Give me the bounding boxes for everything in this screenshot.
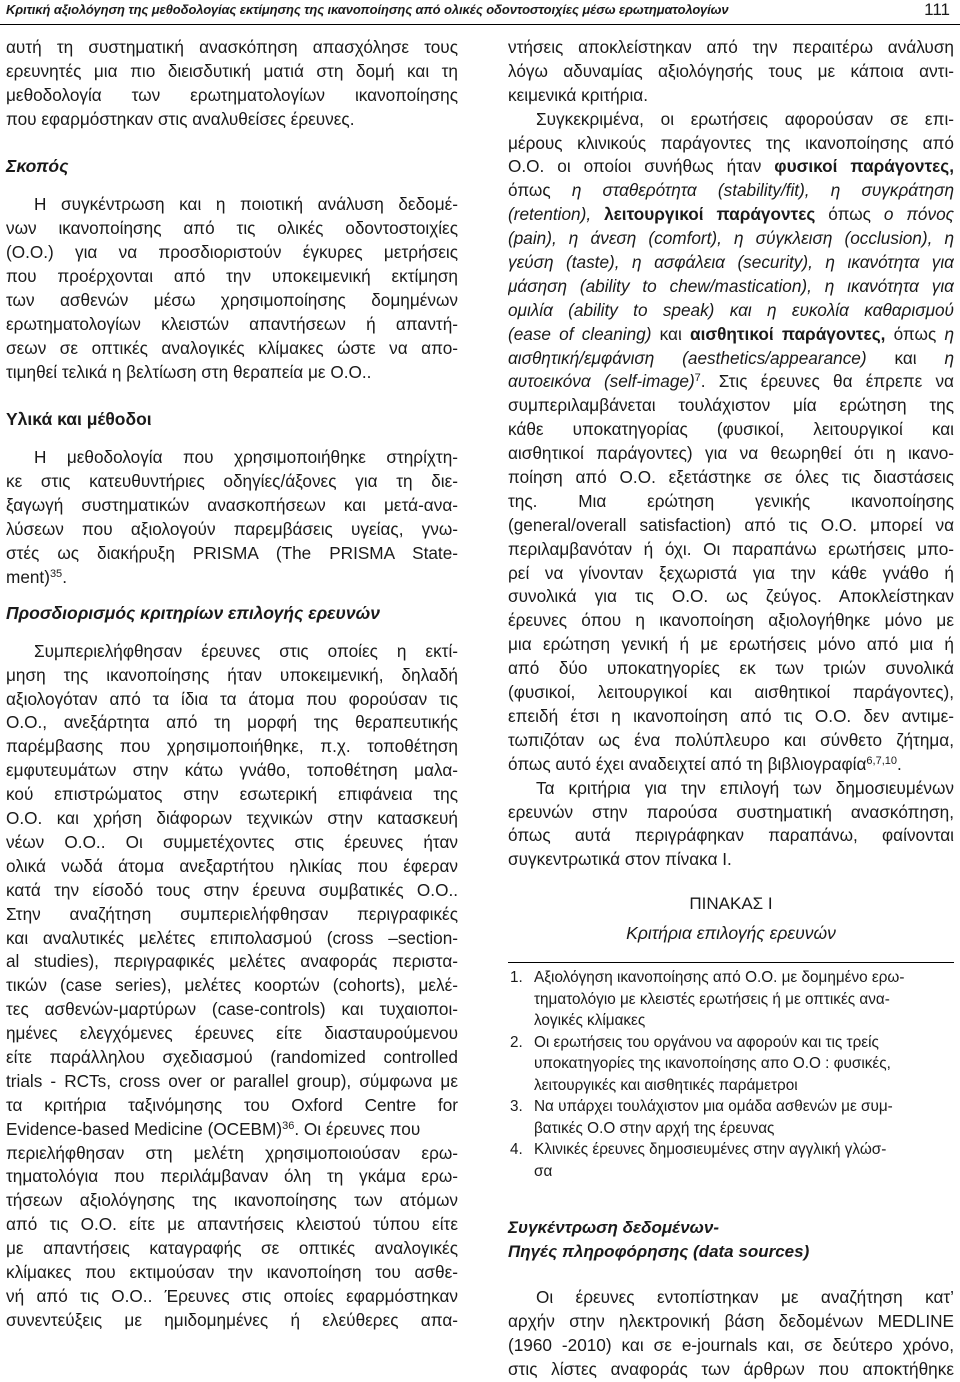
aim-paragraph xyxy=(6,193,458,384)
text-line: όπως αυτό έχει αναδειχτεί από τη βιβλιογραφία$^{6,7,10}$. xyxy=(508,753,902,774)
text-line: Ο.Ο., ανεξάρτητα από τη μορφή της θεραπευτικής xyxy=(6,712,458,733)
table-item: 4. Κλινικές έρευνες δημοσιευμένες στην αγγλική γλώσ- σα xyxy=(510,1141,887,1180)
text-line: κε στις κατευθυντήριες οδηγίες/άξονες για τη διε- xyxy=(6,471,458,492)
text-line: που εφαρμόστηκαν στις αναλυθείσες έρευνες. xyxy=(6,108,355,129)
citation-sup: 35 xyxy=(49,567,63,580)
page-number: 111 xyxy=(924,0,950,19)
methods-paragraph xyxy=(6,446,458,589)
text-line: τηματολόγια που περιλάμβαναν όλη τη γκάμα ερω- xyxy=(6,1166,458,1187)
text-line: ντήσεις αποκλείστηκαν από την περαιτέρω ανάλυση xyxy=(508,37,954,57)
text-line: Ο.Ο. και χρήση διάφορων τεχνικών στην κατασκευή xyxy=(6,808,458,829)
text-line: λύσεων που αξιολογούν παρεμβάσεις υγείας, γνω- xyxy=(6,519,458,540)
text-line: ρεί να γίνονταν ξεχωριστά για την κάθε γνάθο ή xyxy=(508,562,954,583)
text-line: περιλαμβανόταν ή όχι. Οι παραπάνω ερωτήσεις μπο- xyxy=(508,538,954,559)
text-line: αρχήν στην ηλεκτρονική βάση δεδομένων MEDLINE xyxy=(508,1311,954,1332)
table-item: 1. Αξιολόγηση ικανοποίησης από Ο.Ο. με δομημένο ερω- τηματολόγιο με κλειστές ερωτήσεις ή με οπτικές ανα- λογικές κλίμακες xyxy=(510,969,905,1030)
table-item: 3. Να υπάρχει τουλάχιστον μια ομάδα ασθενών με συμ- βατικές Ο.Ο στην αρχή της έρευνας xyxy=(510,1098,893,1137)
text-line: ημένες ελεγχόμενες έρευνες είτε διασταυρούμενου xyxy=(6,1023,458,1044)
text-line: αισθητικοί παράγοντες) για να θεωρηθεί ότι η ικανο- xyxy=(508,443,954,464)
text-line: Συγκεκριμένα, οι ερωτήσεις αφορούσαν σε επι- xyxy=(536,108,954,129)
text-line: κειμενικά κριτήρια. xyxy=(508,84,648,105)
text-line: συγκεντρωτικά στον πίνακα Ι. xyxy=(508,849,732,870)
text-line: ερευνητές μια πιο διεισδυτική ματιά στη δομή και τη xyxy=(6,60,458,81)
factors-paragraph xyxy=(508,108,954,777)
text-line: μέρους κλινικούς παράγοντες της ικανοποίησης από xyxy=(508,132,954,153)
citation-sup: 36 xyxy=(282,1119,295,1132)
continued-paragraph xyxy=(508,36,954,108)
text-line: έρευνες όπου η ικανοποίηση αξιολογήθηκε μόνο με xyxy=(508,610,954,631)
text-line: τα κριτήρια ταξινόμησης του Oxford Centre for xyxy=(6,1094,458,1115)
intro-paragraph xyxy=(6,36,458,132)
text-line: ομιλία (ability to speak) και η ευκολία καθαρισμού xyxy=(508,299,954,320)
text-line: όπως η σταθερότητα (stability/fit), η συγκράτηση xyxy=(508,180,954,201)
text-line: τες ασθενών-μαρτύρων (case-controls) και τυχαιοποι- xyxy=(6,999,458,1020)
table-intro-paragraph xyxy=(508,777,954,873)
text-line: της. Μια ερώτηση γενικής ικανοποίησης xyxy=(508,490,954,511)
text-line: κού επιστρώματος στην εσωτερική επιφάνεια της xyxy=(6,784,458,805)
table-rule xyxy=(508,962,954,963)
text-line: (φυσικοί, λειτουργικοί και αισθητικοί παράγοντες), xyxy=(508,682,954,703)
text-line: ολικά νωδά άτομα ανεξαρτήτου ηλικίας που έφεραν xyxy=(6,855,458,876)
text-line: περιελήφθησαν στη μελέτη χρησιμοποιούσαν ερω- xyxy=(6,1142,458,1163)
citation-sup: 7 xyxy=(694,372,701,385)
text-line: στις λίστες αναφοράς των άρθρων που αποκτήθηκε xyxy=(508,1358,954,1379)
text-line: τικών (case series), μελέτες κοορτών (cohorts), μελέ- xyxy=(6,975,458,996)
right-column xyxy=(508,36,954,1382)
text-line: trials - RCTs, cross over or parallel group), σύμφωνα με xyxy=(6,1070,458,1091)
text-line: συμπεριλαμβάνεται τουλάχιστον μία ερώτηση της xyxy=(508,395,954,416)
table-item: 2. Οι ερωτήσεις του οργάνου να αφορούν και τις τρείς υποκατηγορίες της ικανοποίησης απο Ο.Ο : φυσικές, λειτουργικές και αισθητικές παράμετροι xyxy=(510,1033,891,1094)
text-line: (Ο.Ο.) για να προσδιοριστούν έγκυρες μετρήσεις xyxy=(6,242,458,263)
text-line: Η συγκέντρωση και η ποιοτική ανάλυση δεδομέ- xyxy=(34,194,458,215)
text-line: στές ως διακήρυξη PRISMA (The PRISMA State- xyxy=(6,543,458,564)
text-line: νέων Ο.Ο.. Οι συμμετέχοντες στις έρευνες ήταν xyxy=(6,831,458,852)
text-line: των ασθενών μέσω χρησιμοποίησης δομημένων xyxy=(6,290,458,311)
text-line: al studies), περιγραφικές μελέτες αναφοράς περιστα- xyxy=(6,951,458,972)
text-line: ξαγωγή συστηματικών ανασκοπήσεων και μετά-ανα- xyxy=(6,495,458,516)
text-line: (pain), η άνεση (comfort), η σύγκλειση (occlusion), η xyxy=(508,228,954,249)
text-line: Στην αναζήτηση συμπεριελήφθησαν περιγραφικές xyxy=(6,903,458,924)
text-line: ment)$^{35}$. xyxy=(6,566,67,587)
text-line: Τα κριτήρια για την επιλογή των δημοσιευμένων xyxy=(536,777,954,798)
text-line: είτε παράλληλου σχεδιασμού (randomized controlled xyxy=(6,1046,458,1067)
text-line: συνολικά για τις Ο.Ο. ως ζεύγος. Αποκλείστηκαν xyxy=(508,586,954,607)
text-line: από τις Ο.Ο. είτε με απαντήσεις κλειστού τύπου είτε xyxy=(6,1214,458,1235)
data-paragraph xyxy=(508,1286,954,1382)
text-line: (1960 -2010) και σε e-journals και, σε δεύτερο χρόνο, xyxy=(508,1334,954,1355)
text-line: τωπιζόταν ως ένα πολύπλευρο και σύνθετο ζήτημα, xyxy=(508,729,954,750)
text-line: κλίμακες που εκτιμούσαν την ικανοποίηση του ασθε- xyxy=(6,1261,458,1282)
table-criteria xyxy=(508,892,954,1182)
text-line: παρέμβασης που χρησιμοποιήθηκε, π.χ. τοποθέτηση xyxy=(6,736,458,757)
section-heading-criteria: Προσδιορισμός κριτηρίων επιλογής ερευνών xyxy=(6,602,380,623)
text-line: εμφυτευμάτων στην κάτω γνάθο, τοποθέτηση μαλα- xyxy=(6,760,458,781)
text-line: νων ικανοποίησης από τις ολικές οδοντοστοιχίες xyxy=(6,218,458,239)
text-line: Ο.Ο. οι οποίοι συνήθως ήταν φυσικοί παράγοντες, xyxy=(508,156,954,177)
text-line: που προέρχονται από την υποκειμενική εκτίμηση xyxy=(6,266,458,287)
text-line: Evidence-based Medicine (OCEBM)$^{36}$. Οι έρευνες που xyxy=(6,1118,421,1139)
text-line: συνεντεύξεις με ημιδομημένες ή ελεύθερες απα- xyxy=(6,1309,458,1330)
text-line: τιμηθεί τελικά η βελτίωση στη θεραπεία με Ο.Ο.. xyxy=(6,361,372,382)
text-line: όπως αυτά περιγράφηκαν παραπάνω, φαίνονται xyxy=(508,825,954,846)
section-heading-aim: Σκοπός xyxy=(6,156,69,177)
text-line: κάθε υποκατηγορίας (φυσικοί, λειτουργικοί και xyxy=(508,419,954,440)
section-heading-methods: Υλικά και μέθοδοι xyxy=(6,409,152,430)
text-line: μηση της ικανοποίησης ήταν υποκειμενική, δηλαδή xyxy=(6,664,458,685)
citation-sup: 6,7,10 xyxy=(866,754,898,767)
text-line: τήσεων αξιολόγησης της ικανοποίησης των ατόμων xyxy=(6,1190,458,1211)
left-column xyxy=(6,36,458,1333)
text-line: ερευνών στην παρούσα συστηματική ανασκόπηση, xyxy=(508,801,954,822)
text-line: (ease of cleaning) και αισθητικοί παράγοντες, όπως η xyxy=(508,323,954,344)
table-subtitle: Κριτήρια επιλογής ερευνών xyxy=(626,923,836,944)
table-title: ΠΙΝΑΚΑΣ Ι xyxy=(689,894,773,914)
text-line: κατά την είσοδό τους στην έρευνα συμβατικές Ο.Ο.. xyxy=(6,879,458,900)
text-line: από δύο υποκατηγορίες εκ των τριών συνολικά xyxy=(508,658,954,679)
text-line: με απαντήσεις καταγραφής σε οπτικές αναλογικές xyxy=(6,1238,458,1259)
text-line: νή από τις Ο.Ο.. Έρευνες στις οποίες εφαρμόστηκαν xyxy=(6,1285,458,1306)
criteria-paragraph xyxy=(6,640,458,1333)
text-line: αισθητική/εμφάνιση (aesthetics/appearance) και η xyxy=(508,347,954,368)
text-line: αυτή τη συστηματική ανασκόπηση απασχόλησε τους xyxy=(6,37,458,57)
text-line: μεθοδολογία των ερωτηματολογίων ικανοποίησης xyxy=(6,84,458,105)
text-line: επειδή έτσι η ικανοποίηση από τις Ο.Ο. δεν αντιμε- xyxy=(508,705,954,726)
text-line: λόγω αδυναμίας αξιολόγησής τους με κάποια αντι- xyxy=(508,60,954,81)
section-heading-data-1: Συγκέντρωση δεδομένων- xyxy=(508,1218,719,1238)
running-title: Κριτική αξιολόγηση της μεθοδολογίας εκτίμησης της ικανοποίησης από ολικές οδοντοστοιχίες μέσω ερωτηματολογίων xyxy=(6,2,729,17)
text-line: αξιολογόταν από τα ίδια τα άτομα που φορούσαν τις xyxy=(6,688,458,709)
text-line: ποίηση από Ο.Ο. εξετάστηκε σε όλες τις διαστάσεις xyxy=(508,467,954,488)
text-line: (general/overall satisfaction) από τις Ο.Ο. μπορεί να xyxy=(508,514,954,535)
text-line: ερωτηματολογίων κλειστών απαντήσεων ή απαντή- xyxy=(6,313,458,334)
text-line: σεων σε οπτικές αναλογικές κλίμακες ώστε να απο- xyxy=(6,337,458,358)
text-line: μια ερώτηση γενική ή με ερωτήσεις μόνο από μια ή xyxy=(508,634,954,655)
text-line: Οι έρευνες εντοπίστηκαν με αναζήτηση κατ’ xyxy=(536,1287,954,1308)
text-line: αυτοεικόνα (self-image)$^7$. Στις έρευνες θα έπρεπε να xyxy=(508,371,954,392)
text-line: (retention), λειτουργικοί παράγοντες όπως ο πόνος xyxy=(508,204,954,225)
section-heading-data-2: Πηγές πληροφόρησης (data sources) xyxy=(508,1242,810,1262)
text-line: γεύση (taste), η ασφάλεια (security), η ικανότητα για xyxy=(508,252,954,273)
text-line: και αναλυτικές μελέτες επιπολασμού (cross –section- xyxy=(6,927,458,948)
running-header xyxy=(0,0,960,25)
text-line: Η μεθοδολογία που χρησιμοποιήθηκε στηρίχτη- xyxy=(34,447,458,468)
text-line: μάσηση (ability to chew/mastication), η ικανότητα για xyxy=(508,275,954,296)
text-line: Συμπεριελήφθησαν έρευνες στις οποίες η εκτί- xyxy=(34,640,458,661)
